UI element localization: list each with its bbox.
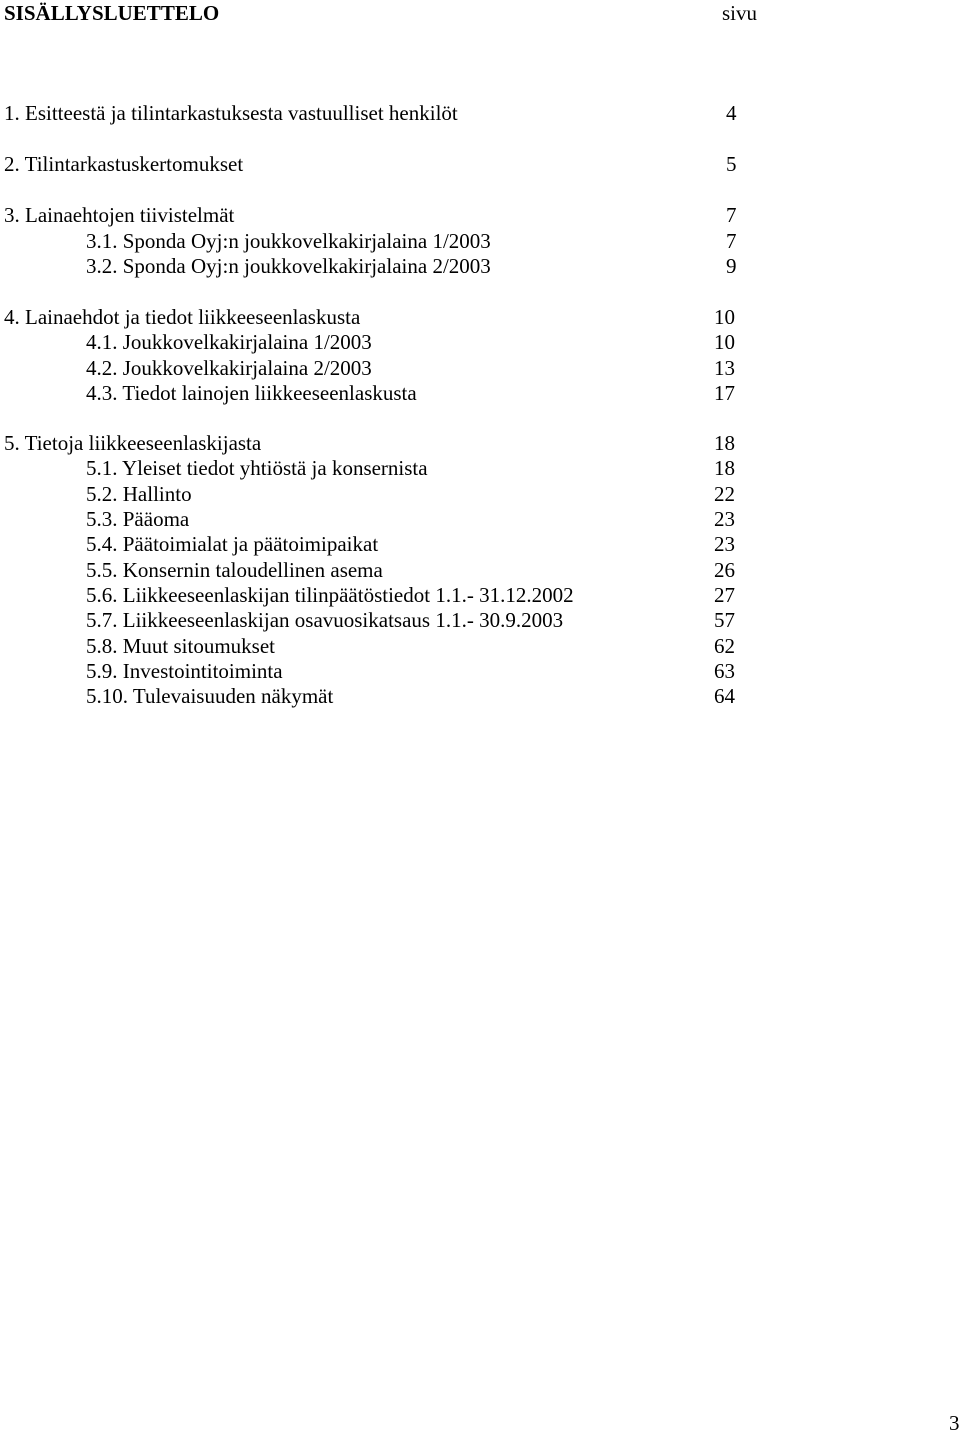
toc-entry-number: 5.8. <box>86 634 118 658</box>
toc-entry-number: 5.3. <box>86 507 118 531</box>
toc-entry-text: Muut sitoumukset <box>122 634 276 658</box>
toc-entry-label <box>86 481 192 507</box>
toc-entry-text: Sponda Oyj:n joukkovelkakirjalaina 2/2003 <box>122 254 491 278</box>
toc-entry-page: 10 <box>714 330 735 354</box>
toc-entry-label <box>86 455 428 481</box>
toc-entry-page: 22 <box>714 482 735 506</box>
toc-entry-page: 7 <box>726 229 737 253</box>
toc-entry-page: 4 <box>726 101 737 125</box>
toc-entry-label <box>86 329 372 355</box>
toc-entry-text: Lainaehdot ja tiedot liikkeeseenlaskusta <box>25 305 361 329</box>
toc-entry-number: 4.2. <box>86 356 118 380</box>
toc-entry-page: 9 <box>726 254 737 278</box>
toc-entry-text: Tilintarkastuskertomukset <box>24 152 244 176</box>
toc-entry-number: 4. <box>4 305 20 329</box>
toc-entry-number: 3.2. <box>86 254 118 278</box>
toc-entry-text: Liikkeeseenlaskijan osavuosikatsaus 1.1.- 30.9.2003 <box>122 608 564 632</box>
toc-entry-number: 5. <box>4 431 20 455</box>
toc-entry-page: 17 <box>714 381 735 405</box>
toc-entry-label <box>86 380 417 406</box>
toc-entry-number: 4.3. <box>86 381 118 405</box>
page-column-header: sivu <box>722 1 758 25</box>
toc-entry-page: 5 <box>726 152 737 176</box>
toc-entry-number: 5.9. <box>86 659 118 683</box>
page-number: 3 <box>949 1411 960 1435</box>
toc-entry-text: Tiedot lainojen liikkeeseenlaskusta <box>122 381 417 405</box>
toc-entry-page: 7 <box>726 203 737 227</box>
toc-entry-text: Tulevaisuuden näkymät <box>132 684 334 708</box>
toc-entry-text: Pääoma <box>122 507 190 531</box>
toc-entry-text: Joukkovelkakirjalaina 2/2003 <box>122 356 372 380</box>
toc-entry-label <box>86 658 283 684</box>
toc-entry-text: Hallinto <box>122 482 192 506</box>
toc-entry-label <box>86 531 378 557</box>
toc-entry-page: 27 <box>714 583 735 607</box>
toc-entry-page: 63 <box>714 659 735 683</box>
toc-entry-page: 18 <box>714 456 735 480</box>
toc-entry-number: 5.6. <box>86 583 118 607</box>
toc-entry-page: 18 <box>714 431 735 455</box>
toc-entry-number: 2. <box>4 152 20 176</box>
toc-entry-text: Päätoimialat ja päätoimipaikat <box>122 532 379 556</box>
toc-entry-page: 13 <box>714 356 735 380</box>
toc-entry-page: 64 <box>714 684 735 708</box>
toc-entry-text: Konsernin taloudellinen asema <box>122 558 383 582</box>
toc-entry-text: Yleiset tiedot yhtiöstä ja konsernista <box>121 456 428 480</box>
toc-entry-label <box>86 607 563 633</box>
toc-entry-label <box>4 151 243 177</box>
toc-entry-number: 3. <box>4 203 20 227</box>
toc-entry-number: 1. <box>4 101 20 125</box>
toc-entry-label <box>86 633 275 659</box>
toc-entry-page: 62 <box>714 634 735 658</box>
toc-entry-text: Investointitoiminta <box>122 659 283 683</box>
toc-entry-number: 5.1. <box>86 456 118 480</box>
toc-entry-text: Sponda Oyj:n joukkovelkakirjalaina 1/2003 <box>122 229 491 253</box>
toc-entry-text: Tietoja liikkeeseenlaskijasta <box>24 431 262 455</box>
toc-entry-label <box>4 100 458 126</box>
toc-entry-number: 5.4. <box>86 532 118 556</box>
toc-entry-number: 5.7. <box>86 608 118 632</box>
toc-entry-page: 10 <box>714 305 735 329</box>
toc-title: SISÄLLYSLUETTELO <box>4 1 220 25</box>
toc-entry-label <box>86 253 491 279</box>
toc-entry-text: Lainaehtojen tiivistelmät <box>25 203 235 227</box>
toc-entry-number: 5.2. <box>86 482 118 506</box>
toc-entry-page: 57 <box>714 608 735 632</box>
toc-entry-number: 5.5. <box>86 558 118 582</box>
toc-entry-text: Esitteestä ja tilintarkastuksesta vastuulliset henkilöt <box>25 101 458 125</box>
toc-entry-page: 23 <box>714 532 735 556</box>
toc-entry-label <box>86 228 491 254</box>
toc-entry-label <box>86 557 383 583</box>
toc-entry-label <box>86 355 372 381</box>
toc-entry-number: 3.1. <box>86 229 118 253</box>
toc-entry-text: Liikkeeseenlaskijan tilinpäätöstiedot 1.1.- 31.12.2002 <box>122 583 574 607</box>
toc-entry-number: 4.1. <box>86 330 118 354</box>
toc-entry-number: 5.10. <box>86 684 128 708</box>
toc-entry-page: 26 <box>714 558 735 582</box>
toc-entry-page: 23 <box>714 507 735 531</box>
toc-entry-label <box>86 506 189 532</box>
toc-entry-label <box>4 430 261 456</box>
toc-entry-label <box>86 683 333 709</box>
toc-entry-text: Joukkovelkakirjalaina 1/2003 <box>122 330 372 354</box>
toc-entry-label <box>86 582 574 608</box>
toc-entry-label <box>4 202 234 228</box>
toc-entry-label <box>4 304 360 330</box>
